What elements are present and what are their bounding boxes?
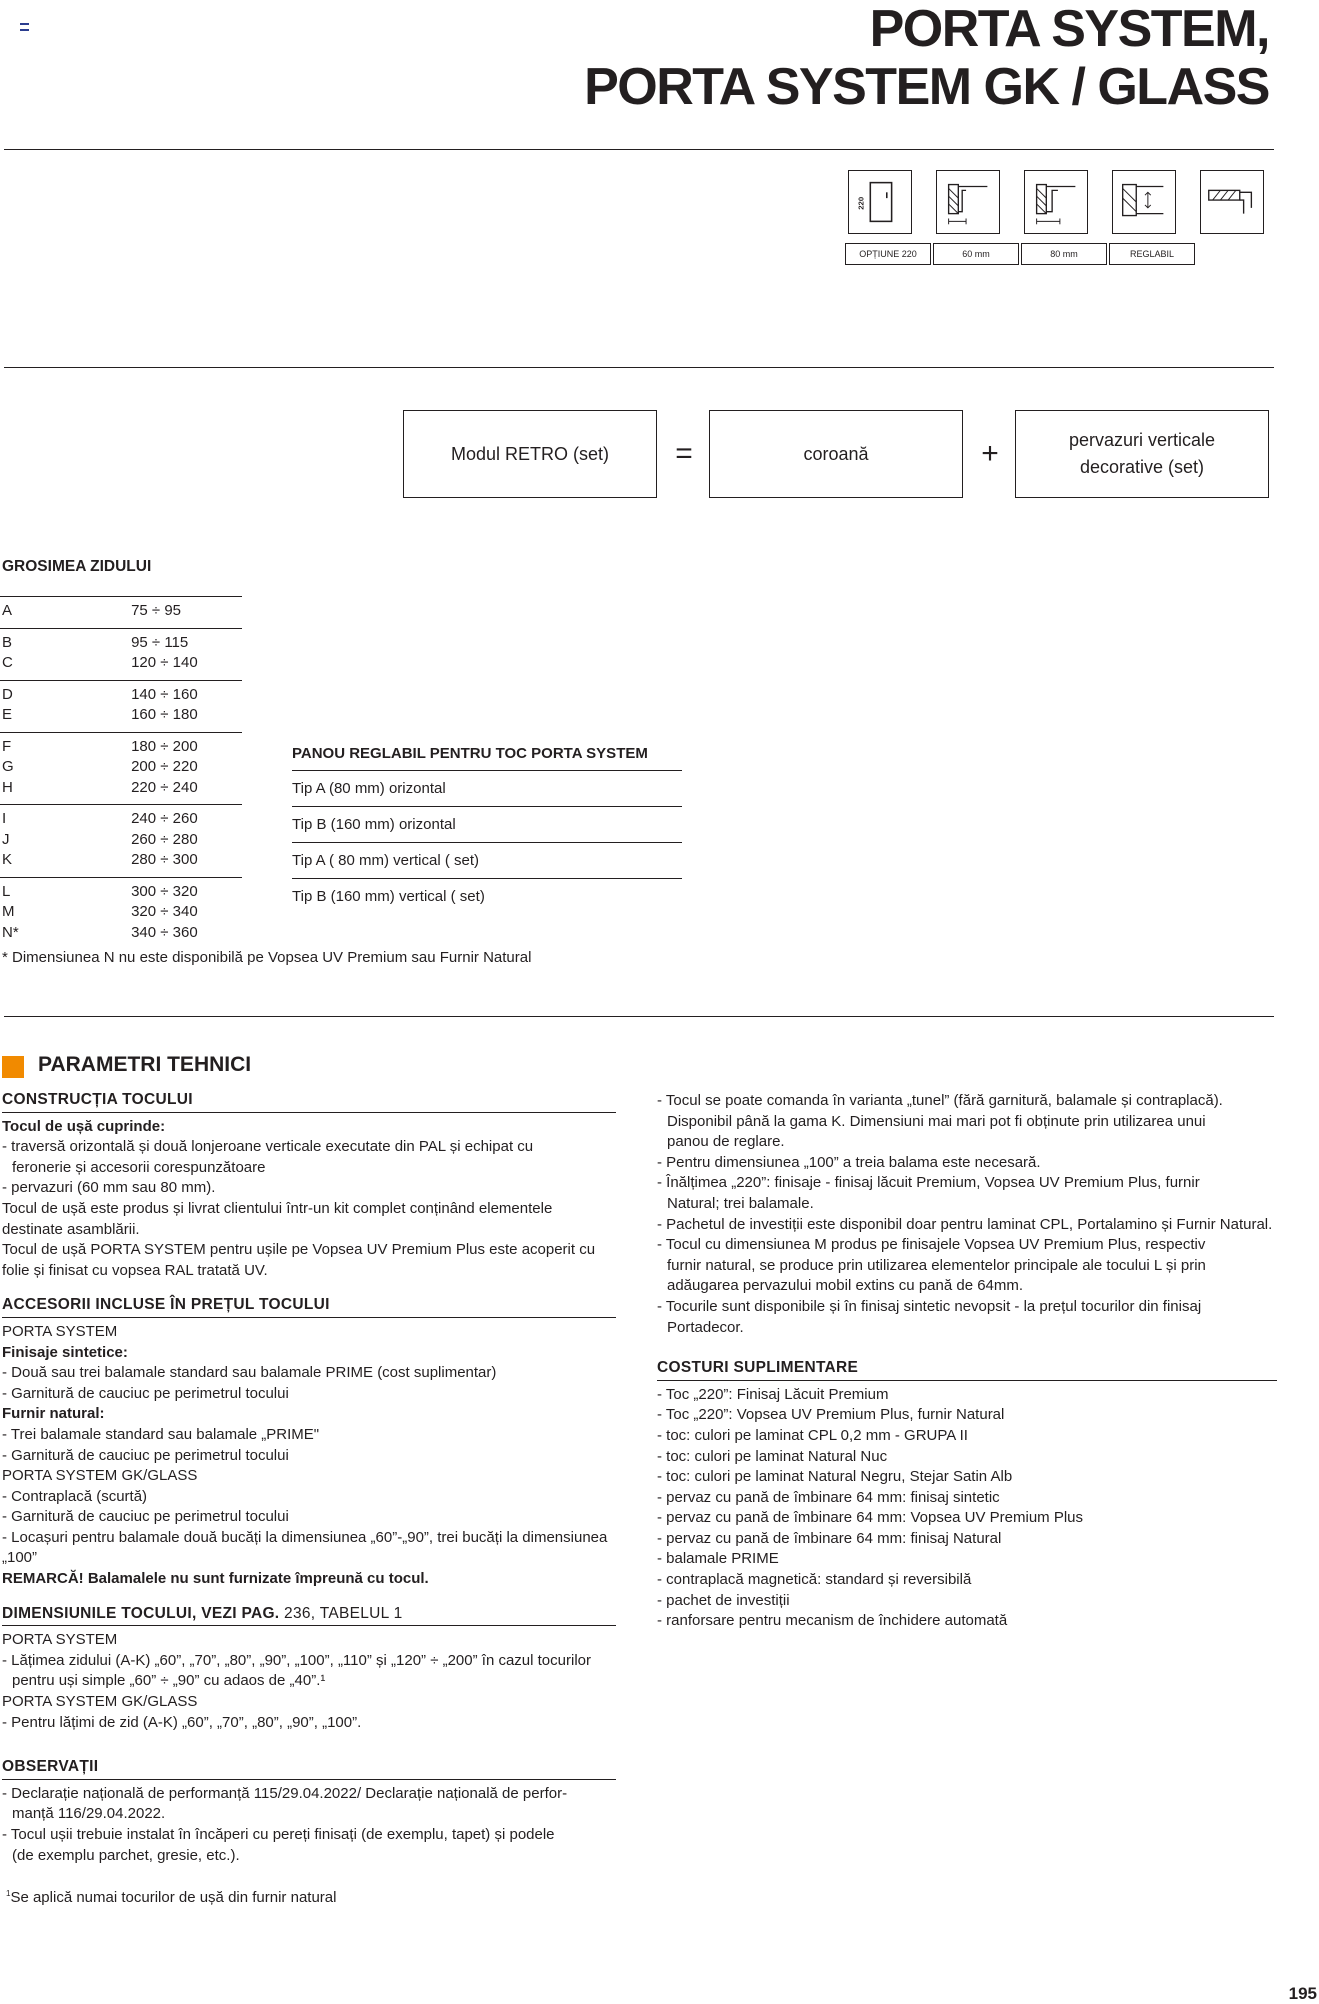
text-line: - pervaz cu pană de îmbinare 64 mm: Vopsea UV Premium Plus: [657, 1509, 1084, 1527]
text-line: - balamale PRIME: [657, 1550, 779, 1568]
wall-group: [0, 877, 242, 950]
wall-code: J: [2, 830, 10, 848]
text-line: - Toc „220”: Finisaj Lăcuit Premium: [657, 1385, 889, 1403]
text-line: Finisaje sintetice:: [2, 1343, 128, 1361]
page-title: [584, 0, 1269, 116]
text-line: - toc: culori pe laminat Natural Nuc: [657, 1447, 888, 1465]
dimensions-title-text: DIMENSIUNILE TOCULUI, VEZI PAG.: [2, 1604, 280, 1622]
wall-row: [0, 830, 242, 851]
frame-80mm-icon: [1024, 170, 1088, 234]
wall-row: [0, 882, 242, 903]
panel-row: Tip B (160 mm) orizontal: [292, 807, 682, 843]
wall-range: 300 ÷ 320: [131, 882, 198, 900]
wall-range: 320 ÷ 340: [131, 903, 198, 920]
wall-row: [0, 705, 242, 726]
option-label-reglabil: REGLABIL: [1109, 243, 1195, 265]
wall-thickness-title: GROSIMEA ZIDULUI: [2, 558, 152, 575]
text-line: - Garnitură de cauciuc pe perimetrul tocului: [2, 1446, 289, 1464]
equals-sign: =: [675, 437, 693, 470]
wall-row: [0, 633, 242, 654]
text-line: furnir natural, se produce prin utilizarea elementelor principale ale tocului L și prin: [667, 1256, 1206, 1274]
wall-row: [0, 601, 242, 622]
text-line: Portadecor.: [667, 1318, 744, 1336]
wall-range: 280 ÷ 300: [131, 851, 198, 868]
text-line: - Locașuri pentru balamale două bucăți la dimensiunea „60”-„90”, trei bucăți la dimensiunea „100”: [2, 1528, 608, 1567]
accessories-list: [2, 1322, 616, 1590]
text-line: - Trei balamale standard sau balamale „PRIME": [2, 1425, 320, 1443]
door-220-icon-text: 220: [856, 196, 866, 210]
text-line: Tocul de ușă PORTA SYSTEM pentru ușile pe Vopsea UV Premium Plus este acoperit cu: [2, 1241, 596, 1259]
text-line: - Înălțimea „220”: finisaje - finisaj lăcuit Premium, Vopsea UV Premium Plus, furnir: [657, 1174, 1200, 1192]
text-line: folie și finisat cu vopsea RAL tratată UV.: [2, 1261, 268, 1279]
wall-code: B: [2, 633, 13, 651]
text-line: - Pentru dimensiunea „100” a treia balama este necesară.: [657, 1153, 1041, 1171]
text-line: - ranforsare pentru mecanism de închidere automată: [657, 1612, 1008, 1630]
params-left-column: [2, 1090, 616, 1866]
wall-code: E: [2, 706, 13, 723]
wall-range: 120 ÷ 140: [131, 654, 198, 671]
construction-title: CONSTRUCȚIA TOCULUI: [2, 1090, 616, 1113]
frame-60mm-icon: [936, 170, 1000, 234]
flag-icon: [20, 23, 29, 31]
text-line: - toc: culori pe laminat Natural Negru, Stejar Satin Alb: [657, 1468, 1013, 1486]
title-line-2: PORTA SYSTEM GK / GLASS: [584, 58, 1269, 116]
wall-range: 220 ÷ 240: [131, 778, 198, 796]
wall-row: [0, 902, 242, 923]
option-label-60mm: 60 mm: [933, 243, 1019, 265]
wall-range: 180 ÷ 200: [131, 737, 198, 755]
text-line: REMARCĂ! Balamalele nu sunt furnizate împreună cu tocul.: [2, 1570, 429, 1588]
text-line: - pervaz cu pană de îmbinare 64 mm: finisaj Natural: [657, 1529, 1002, 1547]
page-number: 195: [1288, 1984, 1317, 2003]
wall-code: F: [2, 737, 12, 755]
adjustable-panel-table: [292, 745, 682, 914]
wall-range: 95 ÷ 115: [131, 633, 189, 651]
text-line: - Pachetul de investiții este disponibil doar pentru laminat CPL, Portalamino și Furnir Natural.: [657, 1215, 1273, 1233]
wall-range: 240 ÷ 260: [131, 810, 198, 827]
text-line: - Tocul ușii trebuie instalat în încăperi cu pereți finisați (de exemplu, tapet) și podele: [2, 1826, 555, 1843]
wall-group: [0, 596, 242, 628]
title-line-1: PORTA SYSTEM,: [869, 0, 1269, 58]
wall-code: K: [2, 851, 13, 868]
observations-title: OBSERVAȚII: [2, 1757, 616, 1780]
text-line: - Declarație națională de performanță 115/29.04.2022/ Declarație națională de perfor-: [2, 1784, 568, 1802]
text-line: - Tocul cu dimensiunea M produs pe finisajele Vopsea UV Premium Plus, respectiv: [657, 1236, 1206, 1254]
wall-code: D: [2, 685, 13, 703]
wall-code: H: [2, 778, 13, 796]
right-notes-list: [657, 1091, 1277, 1338]
text-line: - pervazuri (60 mm sau 80 mm).: [2, 1179, 216, 1197]
wall-group: [0, 804, 242, 877]
observations-list: [2, 1784, 616, 1866]
dimensions-title: [2, 1604, 616, 1627]
text-line: panou de reglare.: [667, 1133, 785, 1151]
wall-row: [0, 757, 242, 778]
text-line: - pervaz cu pană de îmbinare 64 mm: finisaj sintetic: [657, 1488, 1000, 1506]
pervazuri-line-2: decorative (set): [1079, 457, 1205, 477]
panel-row: Tip B (160 mm) vertical ( set): [292, 888, 485, 905]
text-line: Furnir natural:: [2, 1405, 105, 1423]
wall-thickness-table: [0, 596, 242, 949]
text-line: Disponibil până la gama K. Dimensiuni mai mari pot fi obținute prin utilizarea unui: [667, 1112, 1206, 1130]
wall-group: [0, 732, 242, 805]
text-line: - Garnitură de cauciuc pe perimetrul tocului: [2, 1384, 289, 1402]
wall-code: G: [2, 758, 14, 775]
text-line: - Contraplacă (scurtă): [2, 1487, 148, 1505]
wall-code: C: [2, 654, 13, 671]
wall-row: [0, 923, 242, 944]
text-line: PORTA SYSTEM: [2, 1631, 118, 1649]
coroana-box: coroană: [709, 410, 963, 498]
params-title: PARAMETRI TEHNICI: [38, 1053, 252, 1076]
text-line: - Toc „220”: Vopsea UV Premium Plus, furnir Natural: [657, 1406, 1005, 1424]
text-line: feronerie și accesorii corespunzătoare: [12, 1158, 266, 1176]
accent-square: [2, 1056, 24, 1078]
wall-range: 340 ÷ 360: [131, 923, 198, 941]
text-line: PORTA SYSTEM: [2, 1322, 118, 1340]
wall-range: 160 ÷ 180: [131, 706, 198, 723]
text-line: adăugarea pervazului mobil extins cu pană de 64mm.: [667, 1277, 1024, 1295]
plus-sign: +: [981, 437, 999, 470]
text-line: PORTA SYSTEM GK/GLASS: [2, 1693, 198, 1711]
pervazuri-line-1: pervazuri verticale: [1068, 430, 1216, 450]
panel-row: Tip A ( 80 mm) vertical ( set): [292, 843, 682, 879]
dimension-note: * Dimensiunea N nu este disponibilă pe Vopsea UV Premium sau Furnir Natural: [2, 949, 532, 966]
text-line: Tocul de ușă este produs și livrat clientului într-un kit complet conținând elementele: [2, 1199, 553, 1217]
frame-adjustable-icon: [1112, 170, 1176, 234]
text-line: Natural; trei balamale.: [667, 1194, 814, 1212]
params-right-column: [657, 1091, 1277, 1632]
text-line: - Pentru lățimi de zid (A-K) „60”, „70”, „80”, „90”, „100”.: [2, 1713, 362, 1731]
dimensions-list: [2, 1630, 616, 1733]
option-label-80mm: 80 mm: [1021, 243, 1107, 265]
text-line: destinate asamblării.: [2, 1220, 140, 1238]
footnote-text: Se aplică numai tocurilor de ușă din furnir natural: [10, 1889, 337, 1906]
text-line: - Tocurile sunt disponibile și în finisaj sintetic nevopsit - la prețul tocurilor din finisaj: [657, 1297, 1202, 1315]
wall-row: [0, 737, 242, 758]
text-line: pentru uși simple „60” ÷ „90” cu adaos de „40”.¹: [12, 1672, 326, 1690]
wall-row: [0, 850, 242, 871]
text-line: - Două sau trei balamale standard sau balamale PRIME (cost suplimentar): [2, 1364, 497, 1382]
params-divider: [4, 1016, 1274, 1017]
accessories-title: ACCESORII INCLUSE ÎN PREȚUL TOCULUI: [2, 1295, 616, 1318]
wall-range: 140 ÷ 160: [131, 685, 198, 703]
dimensions-title-ref: 236, TABELUL 1: [279, 1604, 403, 1622]
door-220-icon: [848, 170, 912, 234]
text-line: - toc: culori pe laminat CPL 0,2 mm - GRUPA II: [657, 1426, 968, 1444]
wall-range: 75 ÷ 95: [131, 602, 181, 619]
text-line: - Garnitură de cauciuc pe perimetrul tocului: [2, 1508, 289, 1526]
option-label-220: OPȚIUNE 220: [845, 243, 931, 265]
wall-group: [0, 680, 242, 732]
wall-row: [0, 778, 242, 799]
wall-range: 200 ÷ 220: [131, 758, 198, 775]
wall-group: [0, 628, 242, 680]
text-line: manță 116/29.04.2022.: [12, 1805, 166, 1823]
text-line: PORTA SYSTEM GK/GLASS: [2, 1467, 198, 1485]
text-line: - contraplacă magnetică: standard și reversibilă: [657, 1571, 972, 1589]
construction-list: [2, 1117, 616, 1282]
module-retro-box: Modul RETRO (set): [403, 410, 657, 498]
panel-row: Tip A (80 mm) orizontal: [292, 771, 682, 807]
tunnel-frame-icon: [1200, 170, 1264, 234]
panel-title: PANOU REGLABIL PENTRU TOC PORTA SYSTEM: [292, 745, 682, 771]
wall-code: M: [2, 903, 15, 920]
costs-list: [657, 1385, 1277, 1632]
wall-code: L: [2, 882, 11, 900]
text-line: - Tocul se poate comanda în varianta „tunel” (fără garnitură, balamale și contraplacă).: [657, 1092, 1223, 1109]
footnote: [6, 1889, 336, 1906]
text-line: - pachet de investiții: [657, 1591, 790, 1609]
section-divider: [4, 367, 1274, 368]
wall-code: I: [2, 810, 7, 827]
wall-row: [0, 685, 242, 706]
footnote-mark: 1: [6, 1889, 11, 1898]
wall-row: [0, 653, 242, 674]
header-divider: [4, 149, 1274, 150]
wall-code: A: [2, 602, 13, 619]
wall-range: 260 ÷ 280: [131, 830, 198, 848]
text-line: - Lățimea zidului (A-K) „60”, „70”, „80”, „90”, „100”, „110” și „120” ÷ „200” în cazul tocurilor: [2, 1651, 591, 1669]
text-line: (de exemplu parchet, gresie, etc.).: [12, 1846, 240, 1864]
wall-row: [0, 809, 242, 830]
costs-title: COSTURI SUPLIMENTARE: [657, 1358, 1277, 1381]
text-line: - traversă orizontală și două lonjeroane verticale executate din PAL și echipat cu: [2, 1138, 534, 1156]
wall-code: N*: [2, 923, 19, 941]
pervazuri-box: [1015, 410, 1269, 498]
text-line: Tocul de ușă cuprinde:: [2, 1117, 166, 1135]
